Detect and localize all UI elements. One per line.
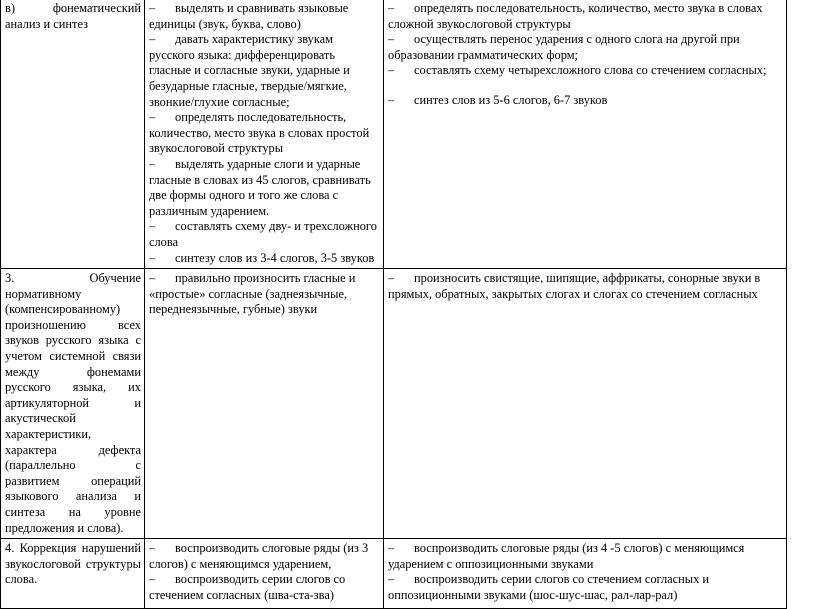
list-item [149, 157, 380, 219]
list-item-text: правильно произносить гласные и «простые» согласные (заднеязычные, переднеязычные, губные) звуки [149, 271, 356, 317]
list-item-text: произносить свистящие, шипящие, аффрикаты, сонорные звуки в прямых, обратных, закрытых слогах и слогах со стечением согласных [388, 271, 761, 301]
list-item [388, 93, 783, 109]
section-title: 4. Коррекция нарушений звукослоговой структуры слова. [5, 541, 141, 587]
list-item [388, 32, 783, 63]
list-item-text: осуществлять перенос ударения с одного слога на другой при образовании грамматических форм; [388, 32, 740, 62]
table-body [1, 0, 787, 609]
dash-bullet: – [149, 219, 156, 234]
list-item-text: выделять ударные слоги и ударные гласные в словах из 45 слогов, сравнивать две формы одного и того же слова с различным ударением. [149, 156, 371, 218]
skills-advanced-cell [384, 539, 787, 609]
dash-bullet: – [388, 572, 395, 587]
list-item [388, 63, 783, 79]
list-item-text: воспроизводить слоговые ряды (из 3 слогов) с меняющимся ударением, [149, 541, 369, 571]
list-item [388, 541, 783, 572]
section-title: в) фонематический анализ и синтез [5, 1, 141, 31]
dash-bullet: – [149, 156, 156, 171]
list-item-text: синтез слов из 5-6 слогов, 6-7 звуков [414, 92, 608, 107]
skills-advanced-cell [384, 269, 787, 539]
list-item-text: определять последовательность, количество, место звука в словах простой звукослоговой структуры [149, 110, 370, 156]
list-item [149, 572, 380, 603]
dash-bullet: – [388, 271, 395, 286]
list-item [149, 219, 380, 250]
table-row [1, 539, 787, 609]
section-title-cell [1, 269, 145, 539]
dash-bullet: – [149, 271, 156, 286]
dash-bullet: – [149, 1, 156, 15]
list-item-text: выделять и сравнивать языковые единицы (звук, буква, слово) [149, 1, 349, 31]
spacer [388, 79, 783, 93]
section-title-cell [1, 539, 145, 609]
dash-bullet: – [388, 32, 395, 47]
list-item-text: воспроизводить серии слогов со стечением согласных и оппозиционными звуками (шос-шус-шас, рал-лар-рал) [388, 572, 710, 602]
skills-basic-cell [145, 539, 384, 609]
list-item [388, 1, 783, 32]
list-item-text: воспроизводить слоговые ряды (из 4 -5 слогов) с меняющимся ударением с оппозиционными звуками [388, 541, 745, 571]
table-row [1, 0, 787, 269]
dash-bullet: – [388, 1, 395, 15]
dash-bullet: – [149, 110, 156, 125]
dash-bullet: – [149, 541, 156, 556]
list-item [388, 572, 783, 603]
list-item [388, 271, 783, 302]
list-item [149, 110, 380, 157]
section-title: 3. Обучение нормативному (компенсированному) произношению всех звуков русского языка с учетом системной связи между фонемами русского языка, их артикуляторной и акустической характеристики, характера дефекта (параллельно с развитием операций языкового анализа и синтеза на уровне предложения и слова). [5, 271, 141, 535]
skills-basic-cell [145, 0, 384, 269]
list-item [149, 32, 380, 110]
dash-bullet: – [149, 250, 156, 265]
list-item-text: воспроизводить серии слогов со стечением согласных (шва-ста-зва) [149, 572, 346, 602]
list-item-text: составлять схему дву- и трехсложного слова [149, 219, 377, 249]
list-item [149, 541, 380, 572]
list-item [149, 1, 380, 32]
table-row [1, 269, 787, 539]
dash-bullet: – [388, 92, 395, 107]
list-item [149, 251, 380, 267]
list-item [149, 271, 380, 318]
list-item-text: синтезу слов из 3-4 слогов, 3-5 звуков [175, 250, 375, 265]
list-item-text: составлять схему четырехсложного слова со стечением согласных; [414, 63, 767, 78]
dash-bullet: – [149, 32, 156, 47]
dash-bullet: – [388, 541, 395, 556]
skills-basic-cell [145, 269, 384, 539]
list-item-text: определять последовательность, количество, место звука в словах сложной звукослоговой структуры [388, 1, 763, 31]
dash-bullet: – [388, 63, 395, 78]
section-title-cell [1, 0, 145, 269]
skills-advanced-cell [384, 0, 787, 269]
list-item-text: давать характеристику звукам русского языка: дифференцировать гласные и согласные звуки, ударные и безударные гласные, твердые/мягкие, звонкие/глухие согласные; [149, 32, 350, 109]
dash-bullet: – [149, 572, 156, 587]
